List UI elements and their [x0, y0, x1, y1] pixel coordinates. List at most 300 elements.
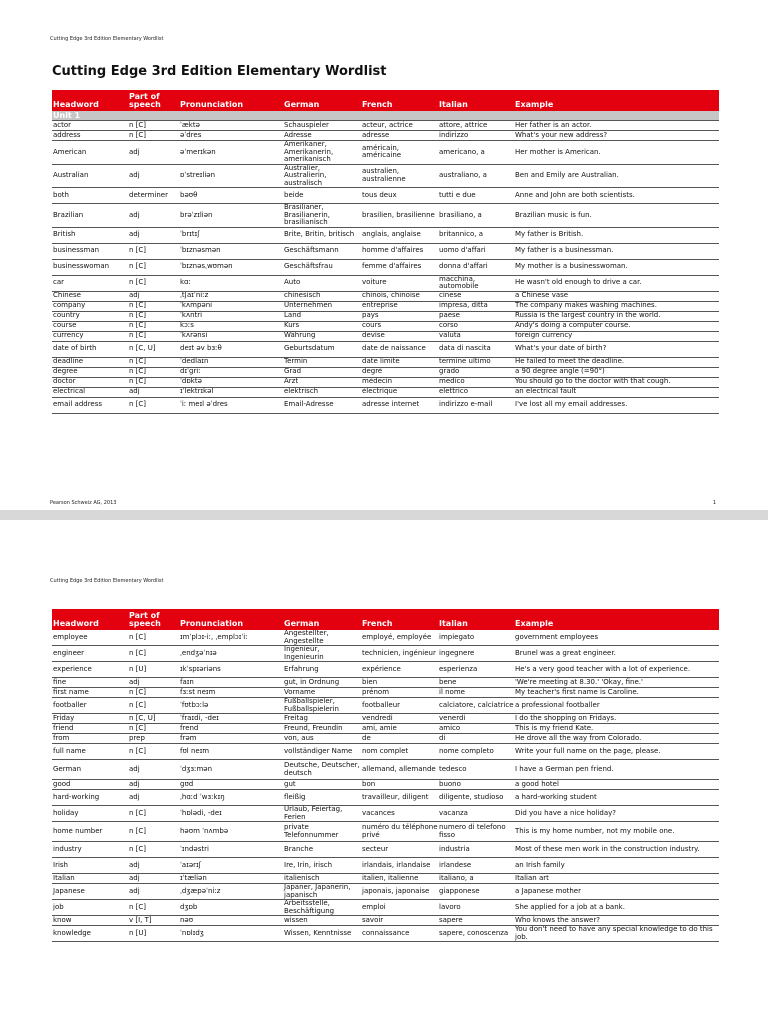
german-cell: Branche — [283, 842, 361, 858]
german-cell: wissen — [283, 916, 361, 926]
table-row — [52, 678, 719, 688]
french-cell: date limite — [361, 357, 438, 367]
italian-cell: impresa, ditta — [438, 301, 514, 311]
french-cell: emploi — [361, 900, 438, 916]
table-row — [52, 311, 719, 321]
french-cell: connaissance — [361, 926, 438, 942]
part-of-speech-cell: adj — [128, 760, 179, 780]
german-cell: italienisch — [283, 874, 361, 884]
german-cell: Amerikaner, Amerikanerin, amerikanisch — [283, 141, 361, 165]
table-row — [52, 662, 719, 678]
running-header: Cutting Edge 3rd Edition Elementary Wordlist — [50, 578, 164, 584]
example-cell: an electrical fault — [514, 387, 719, 397]
pronunciation-cell: ɪˈlektrɪkəl — [179, 387, 283, 397]
part-of-speech-cell: n [C] — [128, 842, 179, 858]
example-cell: Brazilian music is fun. — [514, 204, 719, 228]
italian-cell: australiano, a — [438, 164, 514, 188]
pronunciation-cell: nəʊ — [179, 916, 283, 926]
example-cell: You don't need to have any special knowledge to do this job. — [514, 926, 719, 942]
french-cell: chinois, chinoise — [361, 291, 438, 301]
part-of-speech-cell: adj — [128, 204, 179, 228]
french-cell: adresse internet — [361, 397, 438, 413]
pronunciation-cell: kɑː — [179, 275, 283, 291]
pronunciation-cell: ˌdʒæpəˈniːz — [179, 884, 283, 900]
italian-cell: tedesco — [438, 760, 514, 780]
pronunciation-cell: fʊl neɪm — [179, 744, 283, 760]
headword-cell: date of birth — [52, 341, 128, 357]
german-cell: Termin — [283, 357, 361, 367]
document-page-2 — [0, 520, 768, 1024]
column-header: French — [361, 609, 438, 630]
german-cell: Deutsche, Deutscher, deutsch — [283, 760, 361, 780]
french-cell: tous deux — [361, 188, 438, 204]
italian-cell: termine ultimo — [438, 357, 514, 367]
german-cell: Brasilianer, Brasilianerin, brasilianisch — [283, 204, 361, 228]
table-row — [52, 243, 719, 259]
italian-cell: indirizzo — [438, 131, 514, 141]
italian-cell: nome completo — [438, 744, 514, 760]
french-cell: voiture — [361, 275, 438, 291]
table-row — [52, 341, 719, 357]
table-row — [52, 790, 719, 806]
italian-cell: buono — [438, 780, 514, 790]
headword-cell: address — [52, 131, 128, 141]
example-cell: Her father is an actor. — [514, 121, 719, 131]
german-cell: Freitag — [283, 714, 361, 724]
table-row — [52, 377, 719, 387]
italian-cell: indirizzo e-mail — [438, 397, 514, 413]
pronunciation-cell: ɪkˈspɪəriəns — [179, 662, 283, 678]
german-cell: chinesisch — [283, 291, 361, 301]
pronunciation-cell: ˈiː meɪl əˈdres — [179, 397, 283, 413]
french-cell: employé, employée — [361, 630, 438, 646]
headword-cell: footballer — [52, 698, 128, 714]
part-of-speech-cell: n [C, U] — [128, 714, 179, 724]
pronunciation-cell: əˈmerɪkən — [179, 141, 283, 165]
pronunciation-cell: ˈfraɪdi, -deɪ — [179, 714, 283, 724]
part-of-speech-cell: adj — [128, 678, 179, 688]
headword-cell: good — [52, 780, 128, 790]
headword-cell: car — [52, 275, 128, 291]
italian-cell: attore, attrice — [438, 121, 514, 131]
italian-cell: lavoro — [438, 900, 514, 916]
pronunciation-cell: ˈnɒlɪdʒ — [179, 926, 283, 942]
german-cell: Wissen, Kenntnisse — [283, 926, 361, 942]
example-cell: What's your date of birth? — [514, 341, 719, 357]
part-of-speech-cell: n [C] — [128, 688, 179, 698]
pronunciation-cell: ˈkʌrənsi — [179, 331, 283, 341]
part-of-speech-cell: n [U] — [128, 926, 179, 942]
french-cell: cours — [361, 321, 438, 331]
column-header: Part of speech — [128, 609, 179, 630]
french-cell: irlandais, irlandaise — [361, 858, 438, 874]
headword-cell: degree — [52, 367, 128, 377]
italian-cell: italiano, a — [438, 874, 514, 884]
german-cell: Vorname — [283, 688, 361, 698]
table-row — [52, 916, 719, 926]
table-header — [52, 90, 719, 111]
part-of-speech-cell: adj — [128, 884, 179, 900]
pronunciation-cell: ˌtʃaɪˈniːz — [179, 291, 283, 301]
example-cell: foreign currency — [514, 331, 719, 341]
example-cell: He wasn't old enough to drive a car. — [514, 275, 719, 291]
headword-cell: hard-working — [52, 790, 128, 806]
headword-cell: employee — [52, 630, 128, 646]
pronunciation-cell: deɪt əv bɜːθ — [179, 341, 283, 357]
german-cell: elektrisch — [283, 387, 361, 397]
column-header: Italian — [438, 90, 514, 111]
example-cell: What's your new address? — [514, 131, 719, 141]
headword-cell: Japanese — [52, 884, 128, 900]
example-cell: Write your full name on the page, please. — [514, 744, 719, 760]
german-cell: Unternehmen — [283, 301, 361, 311]
headword-cell: holiday — [52, 806, 128, 822]
french-cell: bien — [361, 678, 438, 688]
french-cell: médecin — [361, 377, 438, 387]
german-cell: Email-Adresse — [283, 397, 361, 413]
part-of-speech-cell: n [C] — [128, 301, 179, 311]
headword-cell: course — [52, 321, 128, 331]
part-of-speech-cell: prep — [128, 734, 179, 744]
german-cell: Ingenieur, Ingenieurin — [283, 646, 361, 662]
part-of-speech-cell: adj — [128, 387, 179, 397]
part-of-speech-cell: adj — [128, 790, 179, 806]
italian-cell: vacanza — [438, 806, 514, 822]
italian-cell: giapponese — [438, 884, 514, 900]
column-header: Part of speech — [128, 90, 179, 111]
pronunciation-cell: frəm — [179, 734, 283, 744]
part-of-speech-cell: n [C] — [128, 275, 179, 291]
german-cell: Urlaub, Feiertag, Ferien — [283, 806, 361, 822]
part-of-speech-cell: n [C] — [128, 321, 179, 331]
part-of-speech-cell: adj — [128, 291, 179, 301]
wordlist-table — [52, 609, 719, 942]
italian-cell: americano, a — [438, 141, 514, 165]
headword-cell: businesswoman — [52, 259, 128, 275]
example-cell: He's a very good teacher with a lot of experience. — [514, 662, 719, 678]
part-of-speech-cell: n [C] — [128, 724, 179, 734]
headword-cell: home number — [52, 822, 128, 842]
running-footer: Pearson Schweiz AG, 2013 — [50, 500, 117, 506]
part-of-speech-cell: n [C] — [128, 259, 179, 275]
pronunciation-cell: dɪˈɡriː — [179, 367, 283, 377]
wordlist-table — [52, 90, 719, 414]
german-cell: Geburtsdatum — [283, 341, 361, 357]
german-cell: private Telefonnummer — [283, 822, 361, 842]
italian-cell: valuta — [438, 331, 514, 341]
headword-cell: American — [52, 141, 128, 165]
french-cell: bon — [361, 780, 438, 790]
italian-cell: calciatore, calciatrice — [438, 698, 514, 714]
french-cell: japonais, japonaise — [361, 884, 438, 900]
headword-cell: experience — [52, 662, 128, 678]
part-of-speech-cell: n [C, U] — [128, 341, 179, 357]
example-cell: Did you have a nice holiday? — [514, 806, 719, 822]
table-row — [52, 734, 719, 744]
italian-cell: irlandese — [438, 858, 514, 874]
unit-label: Unit 1 — [52, 111, 719, 121]
italian-cell: data di nascita — [438, 341, 514, 357]
table-row — [52, 387, 719, 397]
table-row — [52, 806, 719, 822]
french-cell: travailleur, diligent — [361, 790, 438, 806]
part-of-speech-cell: adj — [128, 780, 179, 790]
table-row — [52, 884, 719, 900]
table-row — [52, 822, 719, 842]
headword-cell: British — [52, 227, 128, 243]
headword-cell: Chinese — [52, 291, 128, 301]
table-row — [52, 842, 719, 858]
italian-cell: venerdi — [438, 714, 514, 724]
french-cell: date de naissance — [361, 341, 438, 357]
part-of-speech-cell: adj — [128, 874, 179, 884]
german-cell: vollständiger Name — [283, 744, 361, 760]
headword-cell: Friday — [52, 714, 128, 724]
italian-cell: uomo d'affari — [438, 243, 514, 259]
headword-cell: businessman — [52, 243, 128, 259]
column-header: Headword — [52, 609, 128, 630]
headword-cell: electrical — [52, 387, 128, 397]
headword-cell: know — [52, 916, 128, 926]
page-title: Cutting Edge 3rd Edition Elementary Wordlist — [52, 64, 387, 79]
italian-cell: tutti e due — [438, 188, 514, 204]
french-cell: allemand, allemande — [361, 760, 438, 780]
part-of-speech-cell: n [C] — [128, 630, 179, 646]
example-cell: My mother is a businesswoman. — [514, 259, 719, 275]
french-cell: anglais, anglaise — [361, 227, 438, 243]
headword-cell: Australian — [52, 164, 128, 188]
french-cell: ami, amie — [361, 724, 438, 734]
italian-cell: corso — [438, 321, 514, 331]
headword-cell: Italian — [52, 874, 128, 884]
table-row — [52, 164, 719, 188]
italian-cell: di — [438, 734, 514, 744]
table-row — [52, 926, 719, 942]
headword-cell: Brazilian — [52, 204, 128, 228]
column-header: French — [361, 90, 438, 111]
table-row — [52, 760, 719, 780]
german-cell: fleißig — [283, 790, 361, 806]
headword-cell: actor — [52, 121, 128, 131]
table-row — [52, 321, 719, 331]
french-cell: homme d'affaires — [361, 243, 438, 259]
german-cell: Brite, Britin, britisch — [283, 227, 361, 243]
french-cell: américain, américaine — [361, 141, 438, 165]
example-cell: She applied for a job at a bank. — [514, 900, 719, 916]
german-cell: Geschäftsfrau — [283, 259, 361, 275]
pronunciation-cell: ˌendʒəˈnɪə — [179, 646, 283, 662]
italian-cell: britannico, a — [438, 227, 514, 243]
table-row — [52, 121, 719, 131]
pronunciation-cell: ɪmˈplɔɪ-iː, ˌemplɔɪˈiː — [179, 630, 283, 646]
table-row — [52, 744, 719, 760]
example-cell: Anne and John are both scientists. — [514, 188, 719, 204]
part-of-speech-cell: n [C] — [128, 243, 179, 259]
italian-cell: industria — [438, 842, 514, 858]
italian-cell: ingegnere — [438, 646, 514, 662]
part-of-speech-cell: n [C] — [128, 822, 179, 842]
pronunciation-cell: həʊm ˈnʌmbə — [179, 822, 283, 842]
example-cell: He drove all the way from Colorado. — [514, 734, 719, 744]
french-cell: acteur, actrice — [361, 121, 438, 131]
pronunciation-cell: ɡʊd — [179, 780, 283, 790]
example-cell: a 90 degree angle (=90°) — [514, 367, 719, 377]
column-header: Example — [514, 90, 719, 111]
headword-cell: deadline — [52, 357, 128, 367]
table-row — [52, 780, 719, 790]
headword-cell: both — [52, 188, 128, 204]
german-cell: Arbeitsstelle, Beschäftigung — [283, 900, 361, 916]
italian-cell: impiegato — [438, 630, 514, 646]
part-of-speech-cell: n [C] — [128, 744, 179, 760]
french-cell: numéro du téléphone privé — [361, 822, 438, 842]
german-cell: Geschäftsmann — [283, 243, 361, 259]
example-cell: He failed to meet the deadline. — [514, 357, 719, 367]
example-cell: I have a German pen friend. — [514, 760, 719, 780]
column-header: Example — [514, 609, 719, 630]
column-header: Pronunciation — [179, 90, 283, 111]
french-cell: devise — [361, 331, 438, 341]
italian-cell: bene — [438, 678, 514, 688]
example-cell: a hard-working student — [514, 790, 719, 806]
pronunciation-cell: ˌhɑːd ˈwɜːkɪŋ — [179, 790, 283, 806]
german-cell: Erfahrung — [283, 662, 361, 678]
example-cell: a good hotel — [514, 780, 719, 790]
headword-cell: job — [52, 900, 128, 916]
french-cell: de — [361, 734, 438, 744]
example-cell: Brunel was a great engineer. — [514, 646, 719, 662]
table-row — [52, 858, 719, 874]
example-cell: Italian art — [514, 874, 719, 884]
example-cell: I've lost all my email addresses. — [514, 397, 719, 413]
table-row — [52, 688, 719, 698]
example-cell: Most of these men work in the construction industry. — [514, 842, 719, 858]
table-row — [52, 259, 719, 275]
german-cell: Auto — [283, 275, 361, 291]
table-row — [52, 698, 719, 714]
german-cell: Kurs — [283, 321, 361, 331]
example-cell: Who knows the answer? — [514, 916, 719, 926]
pronunciation-cell: ˈaɪərɪʃ — [179, 858, 283, 874]
german-cell: Angestellter, Angestellte — [283, 630, 361, 646]
running-header: Cutting Edge 3rd Edition Elementary Wordlist — [50, 36, 164, 42]
headword-cell: Irish — [52, 858, 128, 874]
german-cell: gut, in Ordnung — [283, 678, 361, 688]
example-cell: My teacher's first name is Caroline. — [514, 688, 719, 698]
table-row — [52, 131, 719, 141]
italian-cell: brasiliano, a — [438, 204, 514, 228]
german-cell: Adresse — [283, 131, 361, 141]
french-cell: femme d'affaires — [361, 259, 438, 275]
italian-cell: il nome — [438, 688, 514, 698]
example-cell: Andy's doing a computer course. — [514, 321, 719, 331]
part-of-speech-cell: n [C] — [128, 900, 179, 916]
table-row — [52, 724, 719, 734]
pronunciation-cell: dʒɒb — [179, 900, 283, 916]
french-cell: électrique — [361, 387, 438, 397]
italian-cell: amico — [438, 724, 514, 734]
french-cell: vendredi — [361, 714, 438, 724]
pronunciation-cell: ˈbɪznəsmən — [179, 243, 283, 259]
italian-cell: grado — [438, 367, 514, 377]
pronunciation-cell: ˈɪndəstri — [179, 842, 283, 858]
column-header: German — [283, 609, 361, 630]
french-cell: adresse — [361, 131, 438, 141]
table-header — [52, 609, 719, 630]
headword-cell: full name — [52, 744, 128, 760]
table-row — [52, 301, 719, 311]
part-of-speech-cell: n [C] — [128, 806, 179, 822]
part-of-speech-cell: n [C] — [128, 331, 179, 341]
french-cell: pays — [361, 311, 438, 321]
pronunciation-cell: ˈbɪznəsˌwʊmən — [179, 259, 283, 275]
german-cell: Ire, Irin, irisch — [283, 858, 361, 874]
headword-cell: industry — [52, 842, 128, 858]
part-of-speech-cell: v [I, T] — [128, 916, 179, 926]
headword-cell: doctor — [52, 377, 128, 387]
pronunciation-cell: ˈdɒktə — [179, 377, 283, 387]
headword-cell: email address — [52, 397, 128, 413]
table-row — [52, 188, 719, 204]
part-of-speech-cell: adj — [128, 164, 179, 188]
example-cell: Russia is the largest country in the world. — [514, 311, 719, 321]
table-row — [52, 646, 719, 662]
part-of-speech-cell: n [U] — [128, 662, 179, 678]
pronunciation-cell: ˈæktə — [179, 121, 283, 131]
german-cell: Grad — [283, 367, 361, 377]
italian-cell: macchina, automobile — [438, 275, 514, 291]
part-of-speech-cell: adj — [128, 227, 179, 243]
pronunciation-cell: ɪˈtæliən — [179, 874, 283, 884]
italian-cell: cinese — [438, 291, 514, 301]
table-row — [52, 630, 719, 646]
german-cell: Arzt — [283, 377, 361, 387]
example-cell: The company makes washing machines. — [514, 301, 719, 311]
example-cell: a Chinese vase — [514, 291, 719, 301]
table-row — [52, 714, 719, 724]
french-cell: footballeur — [361, 698, 438, 714]
part-of-speech-cell: n [C] — [128, 646, 179, 662]
part-of-speech-cell: n [C] — [128, 397, 179, 413]
part-of-speech-cell: n [C] — [128, 311, 179, 321]
table-row — [52, 367, 719, 377]
example-cell: an Irish family — [514, 858, 719, 874]
table-row — [52, 397, 719, 413]
german-cell: Freund, Freundin — [283, 724, 361, 734]
headword-cell: German — [52, 760, 128, 780]
headword-cell: friend — [52, 724, 128, 734]
pronunciation-cell: ˈdedlaɪn — [179, 357, 283, 367]
example-cell: Her mother is American. — [514, 141, 719, 165]
column-header: German — [283, 90, 361, 111]
table-row — [52, 357, 719, 367]
table-row — [52, 331, 719, 341]
example-cell: a professional footballer — [514, 698, 719, 714]
headword-cell: engineer — [52, 646, 128, 662]
french-cell: technicien, ingénieur — [361, 646, 438, 662]
french-cell: italien, italienne — [361, 874, 438, 884]
german-cell: beide — [283, 188, 361, 204]
part-of-speech-cell: adj — [128, 141, 179, 165]
french-cell: nom complet — [361, 744, 438, 760]
german-cell: Australier, Australierin, australisch — [283, 164, 361, 188]
part-of-speech-cell: n [C] — [128, 121, 179, 131]
pronunciation-cell: ɒˈstreɪliən — [179, 164, 283, 188]
example-cell: 'We're meeting at 8.30.' 'Okay, fine.' — [514, 678, 719, 688]
table-row — [52, 275, 719, 291]
part-of-speech-cell: n [C] — [128, 377, 179, 387]
part-of-speech-cell: n [C] — [128, 367, 179, 377]
